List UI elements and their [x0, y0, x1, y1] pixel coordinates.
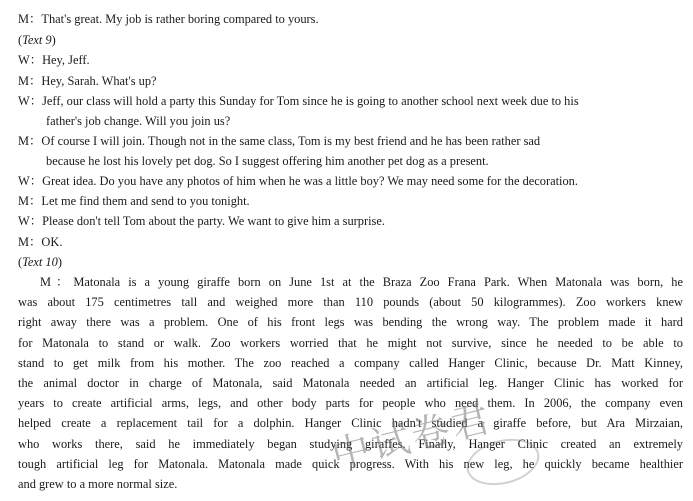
- paragraph-line: the animal doctor in charge of Matonala, said Matonala needed an artificial leg. Hanger Clinic has worked for: [18, 375, 683, 390]
- speaker-label: W: [18, 174, 30, 188]
- speaker-label: W: [18, 53, 30, 67]
- dialogue-text: Hey, Sarah. What's up?: [41, 74, 157, 88]
- speaker-label: W: [18, 214, 30, 228]
- dialogue-line: M：OK.: [18, 235, 63, 249]
- dialogue-text: Hey, Jeff.: [42, 53, 90, 67]
- paragraph-line: tough artificial leg for Matonala. Matonala made quick progress. With his new leg, he quickly became healthier: [18, 456, 683, 471]
- speaker-label: M: [18, 235, 30, 249]
- dialogue-line: W：Please don't tell Tom about the party. We want to give him a surprise.: [18, 214, 385, 228]
- section-label-text10: (Text 10): [18, 255, 62, 269]
- dialogue-line: W：Great idea. Do you have any photos of him when he was a little boy? We may need some for the decoration.: [18, 174, 578, 188]
- dialogue-continuation: because he lost his lovely pet dog. So I suggest offering him another pet dog as a present.: [46, 154, 489, 168]
- dialogue-text: That's great. My job is rather boring compared to yours.: [41, 12, 319, 26]
- paragraph-line: who works there, said he immediately began studying giraffes. Finally, Hanger Clinic created an extremely: [18, 436, 683, 451]
- paragraph-line: right away there was a problem. One of his front legs was bending the wrong way. The problem made it hard: [18, 315, 683, 330]
- speaker-label: M: [18, 134, 30, 148]
- paragraph-line: and grew to a more normal size.: [18, 476, 178, 491]
- text10-label: Text 10: [22, 255, 58, 269]
- paragraph-line: M：Matonala is a young giraffe born on June 1st at the Braza Zoo Frana Park. When Matonala was born, he: [40, 275, 683, 289]
- dialogue-line: M：Hey, Sarah. What's up?: [18, 74, 157, 88]
- paragraph-line: was about 175 centimetres tall and weighed more than 110 pounds (about 50 kilogrammes). Zoo workers knew: [18, 295, 683, 310]
- section-label-text9: (Text 9): [18, 33, 56, 47]
- dialogue-text: Of course I will join. Though not in the same class, Tom is my best friend and he has been rather sad: [41, 134, 541, 148]
- dialogue-continuation: father's job change. Will you join us?: [46, 114, 231, 128]
- paragraph-line: years to create artificial arms, legs, and other body parts for people who need them. In 2006, the company even: [18, 396, 683, 411]
- dialogue-text: Let me find them and send to you tonight.: [41, 194, 250, 208]
- paragraph-line: for Matonala to stand or walk. Zoo workers worried that he might not survive, since he needed to be able to: [18, 335, 683, 350]
- watermark-text: 中试卷君: [327, 395, 497, 479]
- dialogue-text: Please don't tell Tom about the party. We want to give him a surprise.: [42, 214, 385, 228]
- dialogue-line: M：That's great. My job is rather boring compared to yours.: [18, 12, 319, 26]
- paragraph-line: stand to get milk from his mother. The zoo reached a company called Hanger Clinic, because Dr. Matt Kinney,: [18, 355, 683, 370]
- speaker-label: M: [40, 275, 52, 289]
- dialogue-line: M：Of course I will join. Though not in the same class, Tom is my best friend and he has been rather sad: [18, 134, 541, 148]
- dialogue-line: W：Hey, Jeff.: [18, 53, 90, 67]
- dialogue-text: Jeff, our class will hold a party this Sunday for Tom since he is going to another school next week due to his: [42, 94, 579, 108]
- dialogue-line: W：Jeff, our class will hold a party this Sunday for Tom since he is going to another school next week due to his: [18, 94, 579, 108]
- dialogue-text: OK.: [41, 235, 63, 249]
- text9-label: Text 9: [22, 33, 52, 47]
- dialogue-line: M：Let me find them and send to you tonight.: [18, 194, 250, 208]
- speaker-label: W: [18, 94, 30, 108]
- dialogue-text: Great idea. Do you have any photos of him when he was a little boy? We may need some for the decoration.: [42, 174, 578, 188]
- speaker-label: M: [18, 12, 30, 26]
- speaker-label: M: [18, 74, 30, 88]
- paragraph-line: helped create a replacement tail for a dolphin. Hanger Clinic hadn't studied a giraffe before, but Ara Mirzaian,: [18, 416, 683, 431]
- speaker-label: M: [18, 194, 30, 208]
